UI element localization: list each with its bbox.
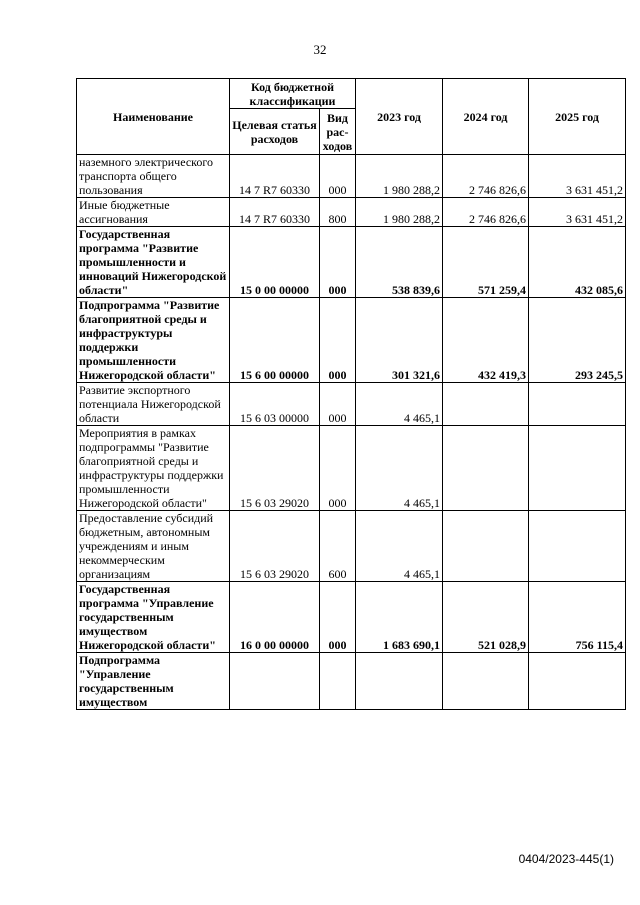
row-expense-type: 000: [320, 426, 356, 511]
row-value-2023: 4 465,1: [356, 511, 443, 582]
row-value-2024: 571 259,4: [443, 227, 529, 298]
header-2024: 2024 год: [443, 79, 529, 155]
row-target-article: 15 6 03 00000: [230, 383, 320, 426]
row-expense-type: 000: [320, 155, 356, 198]
header-target-article: Целевая статья расходов: [230, 109, 320, 155]
row-name: Развитие экспортного потенциала Нижегородской области: [77, 383, 230, 426]
row-value-2024: [443, 511, 529, 582]
table-row: [77, 582, 626, 653]
row-expense-type: 000: [320, 383, 356, 426]
table-row: [77, 198, 626, 227]
row-value-2023: 1 980 288,2: [356, 155, 443, 198]
header-expense-type: Вид рас-ходов: [320, 109, 356, 155]
row-value-2025: 432 085,6: [529, 227, 626, 298]
row-target-article: 15 6 00 00000: [230, 298, 320, 383]
header-name: Наименование: [77, 79, 230, 155]
page-number: 32: [313, 42, 327, 57]
table-row: [77, 653, 626, 710]
document-code: 0404/2023-445(1): [518, 852, 614, 866]
row-value-2025: [529, 511, 626, 582]
row-value-2023: 4 465,1: [356, 383, 443, 426]
table-row: [77, 155, 626, 198]
row-value-2023: 4 465,1: [356, 426, 443, 511]
header-code-group: Код бюджетной классификации: [230, 79, 356, 109]
table-row: [77, 227, 626, 298]
row-expense-type: 600: [320, 511, 356, 582]
row-target-article: 14 7 R7 60330: [230, 155, 320, 198]
row-target-article: [230, 653, 320, 710]
row-value-2024: [443, 383, 529, 426]
row-name: Государственная программа "Управление государственным имуществом Нижегородской области": [77, 582, 230, 653]
row-value-2023: 538 839,6: [356, 227, 443, 298]
row-expense-type: 000: [320, 582, 356, 653]
row-value-2025: 293 245,5: [529, 298, 626, 383]
row-value-2024: 2 746 826,6: [443, 198, 529, 227]
row-value-2023: 1 980 288,2: [356, 198, 443, 227]
row-value-2025: [529, 383, 626, 426]
row-value-2024: [443, 426, 529, 511]
row-value-2023: 301 321,6: [356, 298, 443, 383]
row-expense-type: [320, 653, 356, 710]
budget-table: [76, 78, 626, 710]
row-value-2023: [356, 653, 443, 710]
row-value-2024: 521 028,9: [443, 582, 529, 653]
header-2023: 2023 год: [356, 79, 443, 155]
table-header: [77, 79, 626, 155]
table-row: [77, 511, 626, 582]
row-name: Мероприятия в рамках подпрограммы "Развитие благоприятной среды и инфраструктуры поддержки промышленности Нижегородской области": [77, 426, 230, 511]
row-name: Подпрограмма "Управление государственным имуществом: [77, 653, 230, 710]
row-target-article: 16 0 00 00000: [230, 582, 320, 653]
row-expense-type: 000: [320, 227, 356, 298]
row-value-2024: 432 419,3: [443, 298, 529, 383]
table-row: [77, 298, 626, 383]
table-row: [77, 383, 626, 426]
row-expense-type: 000: [320, 298, 356, 383]
row-value-2025: 3 631 451,2: [529, 198, 626, 227]
row-name: Подпрограмма "Развитие благоприятной среды и инфраструктуры поддержки промышленности Нижегородской области": [77, 298, 230, 383]
row-name: наземного электрического транспорта общего пользования: [77, 155, 230, 198]
row-target-article: 15 6 03 29020: [230, 426, 320, 511]
row-value-2023: 1 683 690,1: [356, 582, 443, 653]
row-target-article: 15 6 03 29020: [230, 511, 320, 582]
table-row: [77, 426, 626, 511]
row-name: Иные бюджетные ассигнования: [77, 198, 230, 227]
row-value-2024: [443, 653, 529, 710]
row-target-article: 14 7 R7 60330: [230, 198, 320, 227]
row-value-2025: [529, 426, 626, 511]
row-expense-type: 800: [320, 198, 356, 227]
row-value-2025: 3 631 451,2: [529, 155, 626, 198]
row-value-2025: 756 115,4: [529, 582, 626, 653]
row-value-2024: 2 746 826,6: [443, 155, 529, 198]
row-name: Предоставление субсидий бюджетным, автономным учреждениям и иным некоммерческим организациям: [77, 511, 230, 582]
header-2025: 2025 год: [529, 79, 626, 155]
row-name: Государственная программа "Развитие промышленности и инноваций Нижегородской области": [77, 227, 230, 298]
row-target-article: 15 0 00 00000: [230, 227, 320, 298]
row-value-2025: [529, 653, 626, 710]
table-body: [77, 155, 626, 710]
